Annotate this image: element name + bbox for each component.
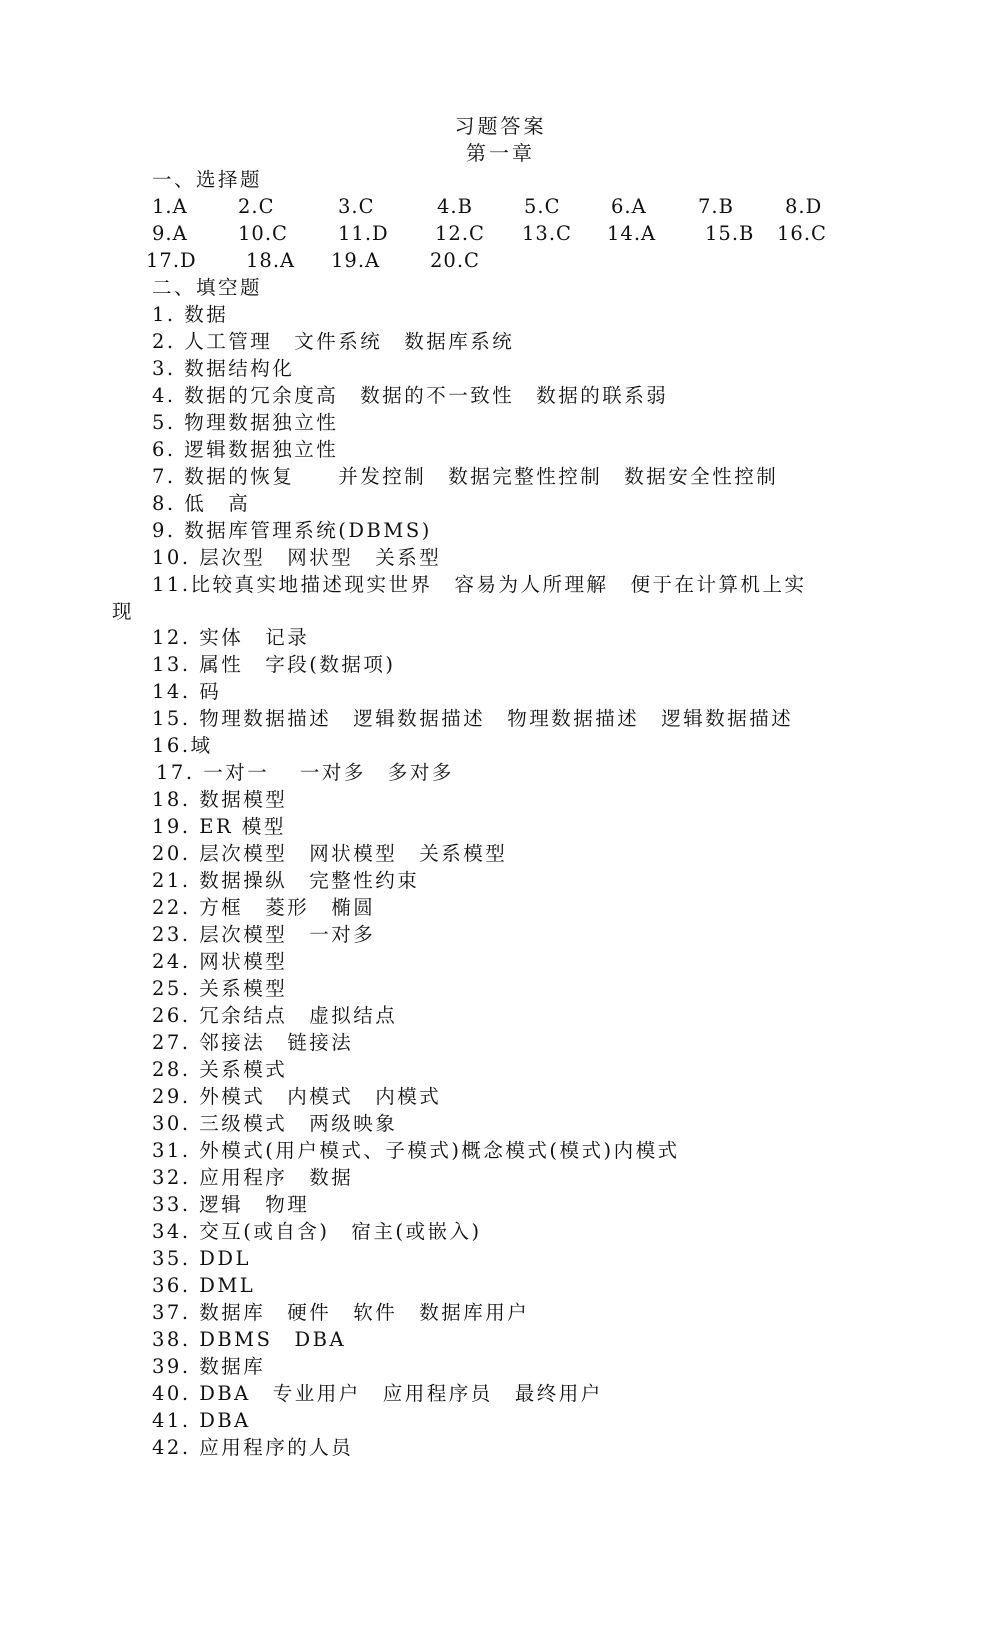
list-item: 32. 应用程序 数据 — [152, 1166, 354, 1189]
list-item: 26. 冗余结点 虚拟结点 — [152, 1004, 398, 1027]
list-item: 38. DBMS DBA — [152, 1328, 347, 1351]
list-item: 18. 数据模型 — [152, 788, 288, 811]
mc-answer: 6.A — [611, 195, 647, 218]
mc-answer: 2.C — [238, 195, 275, 218]
list-item: 31. 外模式(用户模式、子模式)概念模式(模式)内模式 — [152, 1139, 680, 1162]
list-item: 27. 邻接法 链接法 — [152, 1031, 354, 1054]
mc-answer: 9.A — [152, 222, 188, 245]
list-item: 3. 数据结构化 — [152, 357, 295, 380]
list-item: 34. 交互(或自含) 宿主(或嵌入) — [152, 1220, 482, 1243]
list-item: 39. 数据库 — [152, 1355, 266, 1378]
mc-answer: 17.D — [146, 249, 197, 272]
list-item: 36. DML — [152, 1274, 256, 1297]
list-item: 24. 网状模型 — [152, 950, 288, 973]
list-item: 17. 一对一 一对多 多对多 — [156, 761, 454, 784]
list-item: 22. 方框 菱形 椭圆 — [152, 896, 376, 919]
list-item: 6. 逻辑数据独立性 — [152, 438, 339, 461]
list-item: 2. 人工管理 文件系统 数据库系统 — [152, 330, 515, 353]
mc-answer: 12.C — [435, 222, 485, 245]
mc-answer: 19.A — [331, 249, 381, 272]
list-item: 13. 属性 字段(数据项) — [152, 653, 396, 676]
mc-answer: 10.C — [238, 222, 288, 245]
mc-answer: 13.C — [522, 222, 572, 245]
list-item: 15. 物理数据描述 逻辑数据描述 物理数据描述 逻辑数据描述 — [152, 707, 794, 730]
list-item: 42. 应用程序的人员 — [152, 1436, 354, 1459]
mc-answer: 16.C — [777, 222, 827, 245]
list-item: 25. 关系模型 — [152, 977, 288, 1000]
list-item: 30. 三级模式 两级映象 — [152, 1112, 398, 1135]
mc-answer: 18.A — [246, 249, 296, 272]
list-item: 现 — [112, 600, 135, 623]
mc-answer: 15.B — [705, 222, 755, 245]
list-item: 29. 外模式 内模式 内模式 — [152, 1085, 442, 1108]
list-item: 41. DBA — [152, 1409, 251, 1432]
list-item: 37. 数据库 硬件 软件 数据库用户 — [152, 1301, 530, 1324]
list-item: 10. 层次型 网状型 关系型 — [152, 546, 442, 569]
chapter-title: 第一章 — [466, 141, 535, 165]
list-item: 4. 数据的冗余度高 数据的不一致性 数据的联系弱 — [152, 384, 669, 407]
mc-answer: 11.D — [338, 222, 389, 245]
list-item: 28. 关系模式 — [152, 1058, 288, 1081]
mc-answer: 1.A — [152, 195, 188, 218]
section-multiple-choice: 一、选择题 — [152, 168, 263, 191]
mc-answer: 3.C — [338, 195, 375, 218]
list-item: 21. 数据操纵 完整性约束 — [152, 869, 420, 892]
list-item: 9. 数据库管理系统(DBMS) — [152, 519, 432, 542]
list-item: 5. 物理数据独立性 — [152, 411, 339, 434]
list-item: 1. 数据 — [152, 303, 229, 326]
list-item: 19. ER 模型 — [152, 815, 286, 838]
list-item: 16.域 — [152, 734, 213, 757]
list-item: 12. 实体 记录 — [152, 626, 310, 649]
mc-answer: 14.A — [607, 222, 657, 245]
list-item: 20. 层次模型 网状模型 关系模型 — [152, 842, 508, 865]
mc-answer: 7.B — [698, 195, 734, 218]
mc-answer: 5.C — [524, 195, 561, 218]
list-item: 7. 数据的恢复 并发控制 数据完整性控制 数据安全性控制 — [152, 465, 779, 488]
list-item: 23. 层次模型 一对多 — [152, 923, 376, 946]
list-item: 11.比较真实地描述现实世界 容易为人所理解 便于在计算机上实 — [152, 573, 807, 596]
mc-answer: 20.C — [430, 249, 480, 272]
mc-answer: 4.B — [437, 195, 473, 218]
list-item: 14. 码 — [152, 680, 222, 703]
list-item: 33. 逻辑 物理 — [152, 1193, 310, 1216]
list-item: 40. DBA 专业用户 应用程序员 最终用户 — [152, 1382, 603, 1405]
mc-answer: 8.D — [785, 195, 823, 218]
list-item: 35. DDL — [152, 1247, 251, 1270]
page-title: 习题答案 — [454, 114, 547, 138]
section-fill-in: 二、填空题 — [152, 276, 263, 299]
list-item: 8. 低 高 — [152, 492, 251, 515]
